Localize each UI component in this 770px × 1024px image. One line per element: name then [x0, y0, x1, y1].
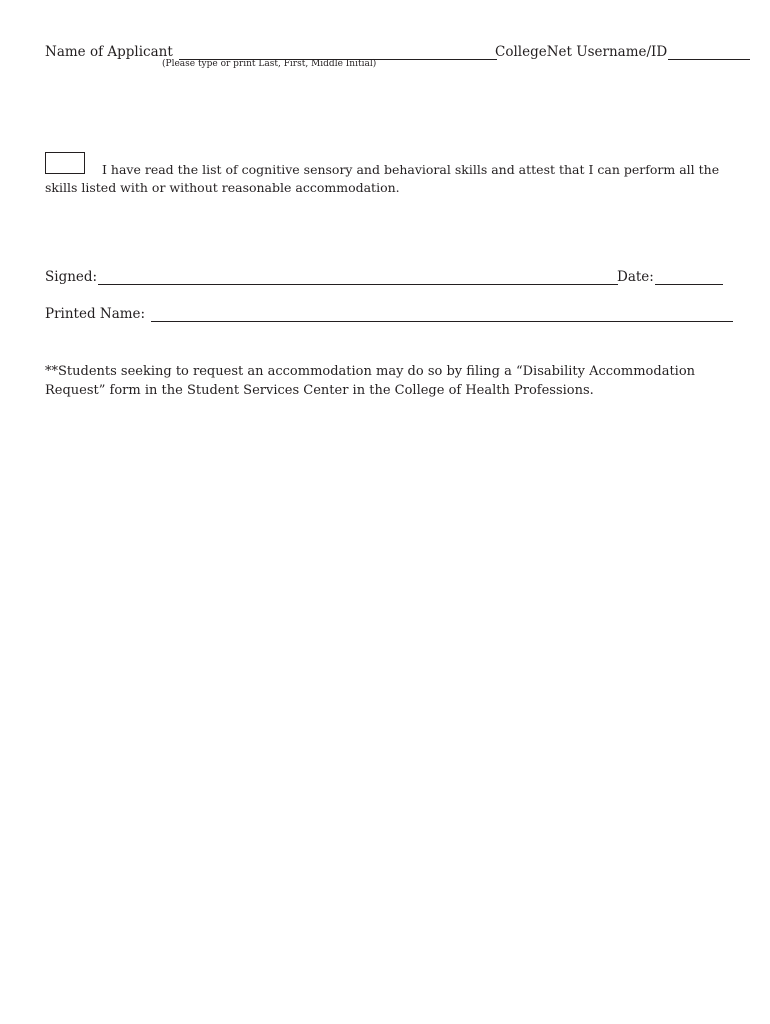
signed-label: Signed: — [45, 269, 98, 285]
date-label: Date: — [617, 269, 654, 285]
applicant-name-label: Name of Applicant — [45, 44, 173, 60]
accommodation-footnote: **Students seeking to request an accommodation may do so by filing a “Disability Accommodation Request” form in the Student Services Center in the College of Health Professions. — [45, 364, 696, 398]
signed-row — [45, 269, 618, 285]
printed-name-field[interactable] — [151, 307, 733, 322]
printed-name-label: Printed Name: — [45, 306, 146, 322]
date-row — [617, 269, 723, 285]
applicant-name-hint: (Please type or print Last, First, Middle Initial) — [162, 59, 377, 69]
date-field[interactable] — [655, 270, 723, 285]
attestation-text: I have read the list of cognitive sensory and behavioral skills and attest that I can perform all the skills listed with or without reasonable accommodation. — [45, 162, 720, 195]
username-label: CollegeNet Username/ID — [495, 44, 668, 60]
applicant-name-row — [45, 44, 497, 60]
username-row — [495, 44, 750, 60]
signature-field[interactable] — [98, 270, 618, 285]
applicant-name-field[interactable] — [179, 45, 497, 60]
username-field[interactable] — [668, 45, 750, 60]
printed-name-row — [45, 306, 733, 322]
